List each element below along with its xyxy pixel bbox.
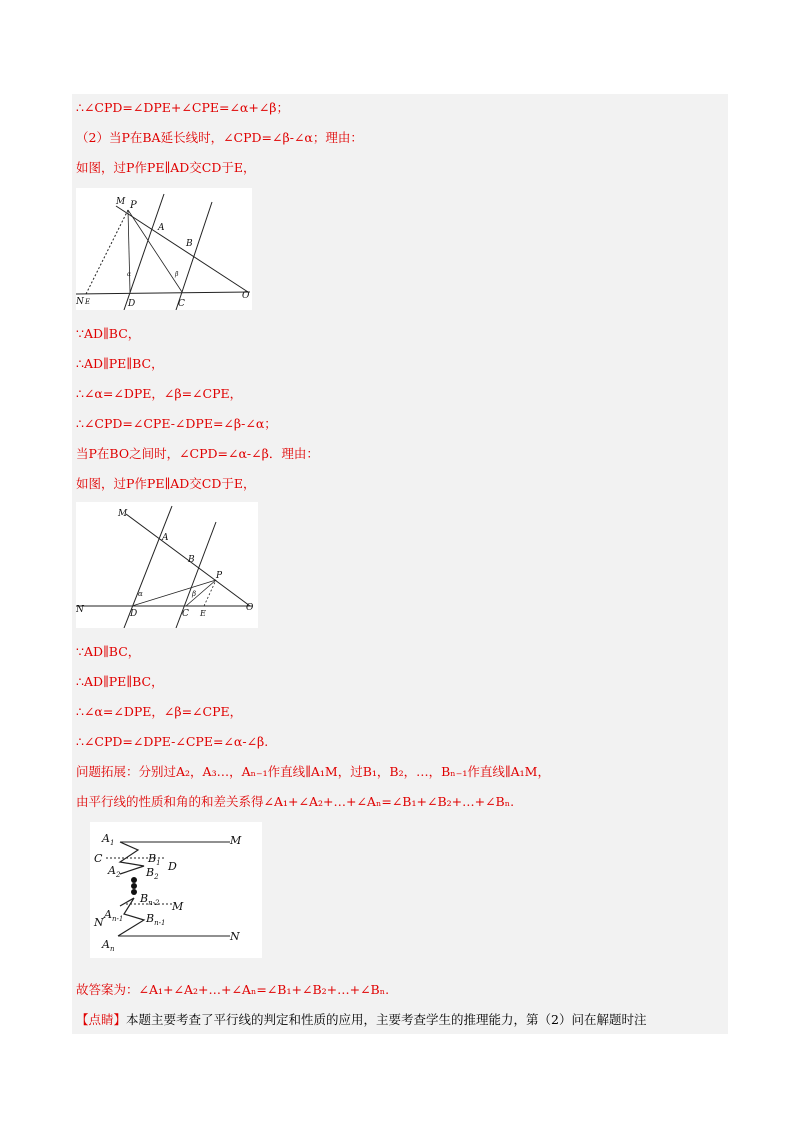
note-tag: 【点睛】 <box>76 1012 127 1027</box>
label-M: M <box>116 197 126 207</box>
text-line-15: 由平行线的性质和角的和差关系得∠A₁+∠A₂+…+∠Aₙ=∠B₁+∠B₂+…+∠Bₙ. <box>76 794 515 809</box>
text-line-14: 问题拓展：分别过A₂，A₃…，Aₙ₋₁作直线∥A₁M，过B₁，B₂，…，Bₙ₋₁作直线∥A₁M， <box>76 764 550 779</box>
text-line-6: ∴∠α=∠DPE，∠β=∠CPE， <box>76 386 243 401</box>
label-alpha: α <box>127 271 132 278</box>
label-beta: β <box>175 271 179 278</box>
label-E: E <box>200 609 206 618</box>
text-line-10: ∵AD∥BC， <box>76 644 141 659</box>
label-A: A <box>162 533 169 543</box>
text-line-13: ∴∠CPD=∠DPE-∠CPE=∠α-∠β. <box>76 734 269 749</box>
text-line-9: 如图，过P作PE∥AD交CD于E， <box>76 476 256 491</box>
label-D: D <box>168 860 177 873</box>
label-D: D <box>130 609 138 619</box>
label-B1: $B_1$ <box>148 852 161 867</box>
label-N: N <box>76 605 84 615</box>
label-P: P <box>130 200 137 211</box>
label-M: M <box>118 509 128 519</box>
text-line-3: 如图，过P作PE∥AD交CD于E， <box>76 160 256 175</box>
text-line-16: 故答案为：∠A₁+∠A₂+…+∠Aₙ=∠B₁+∠B₂+…+∠Bₙ. <box>76 982 390 997</box>
text-line-17 <box>76 1012 646 1028</box>
label-C: C <box>182 609 189 619</box>
text-line-5: ∴AD∥PE∥BC， <box>76 356 164 371</box>
label-A: A <box>158 223 165 233</box>
label-beta: β <box>192 590 197 598</box>
label-O: O <box>242 291 250 301</box>
label-O: O <box>246 603 254 613</box>
label-D: D <box>128 299 136 309</box>
label-E: E <box>85 298 91 306</box>
label-An: $A_n$ <box>102 938 115 953</box>
label-P: P <box>216 571 223 581</box>
figure-1-diagram <box>76 188 252 310</box>
figure-3 <box>90 822 262 958</box>
text-line-11: ∴AD∥PE∥BC， <box>76 674 164 689</box>
note-text: 本题主要考查了平行线的判定和性质的应用，主要考查学生的推理能力，第（2）问在解题时注 <box>126 1012 647 1027</box>
figure-2 <box>76 502 258 628</box>
label-N: N <box>76 297 84 307</box>
text-line-2: （2）当P在BA延长线时，∠CPD=∠β-∠α；理由： <box>76 130 363 145</box>
label-N-prime: N <box>94 916 104 929</box>
text-line-7: ∴∠CPD=∠CPE-∠DPE=∠β-∠α； <box>76 416 277 431</box>
figure-2-diagram <box>76 502 258 628</box>
label-A2: $A_2$ <box>108 864 121 879</box>
label-B: B <box>188 555 195 565</box>
text-line-8: 当P在BO之间时，∠CPD=∠α-∠β．理由： <box>76 446 319 461</box>
label-C: C <box>178 299 185 309</box>
label-B: B <box>186 239 193 249</box>
figure-1 <box>76 188 252 310</box>
label-alpha: α <box>138 590 143 598</box>
label-C: C <box>94 852 103 865</box>
label-Bn1: $B_{n-1}$ <box>146 912 166 927</box>
label-N: N <box>230 930 240 943</box>
label-A1: $A_1$ <box>102 832 115 847</box>
figure-3-diagram <box>90 822 262 958</box>
label-M-prime: M <box>172 900 184 913</box>
text-line-1: ∴∠CPD=∠DPE+∠CPE=∠α+∠β； <box>76 100 290 115</box>
label-M: M <box>230 834 242 847</box>
label-B2: $B_2$ <box>146 866 159 881</box>
text-line-12: ∴∠α=∠DPE，∠β=∠CPE， <box>76 704 243 719</box>
text-line-4: ∵AD∥BC， <box>76 326 141 341</box>
label-An1: $A_{n-1}$ <box>104 908 124 923</box>
label-Bn2: $B_{n-2}$ <box>140 892 160 907</box>
